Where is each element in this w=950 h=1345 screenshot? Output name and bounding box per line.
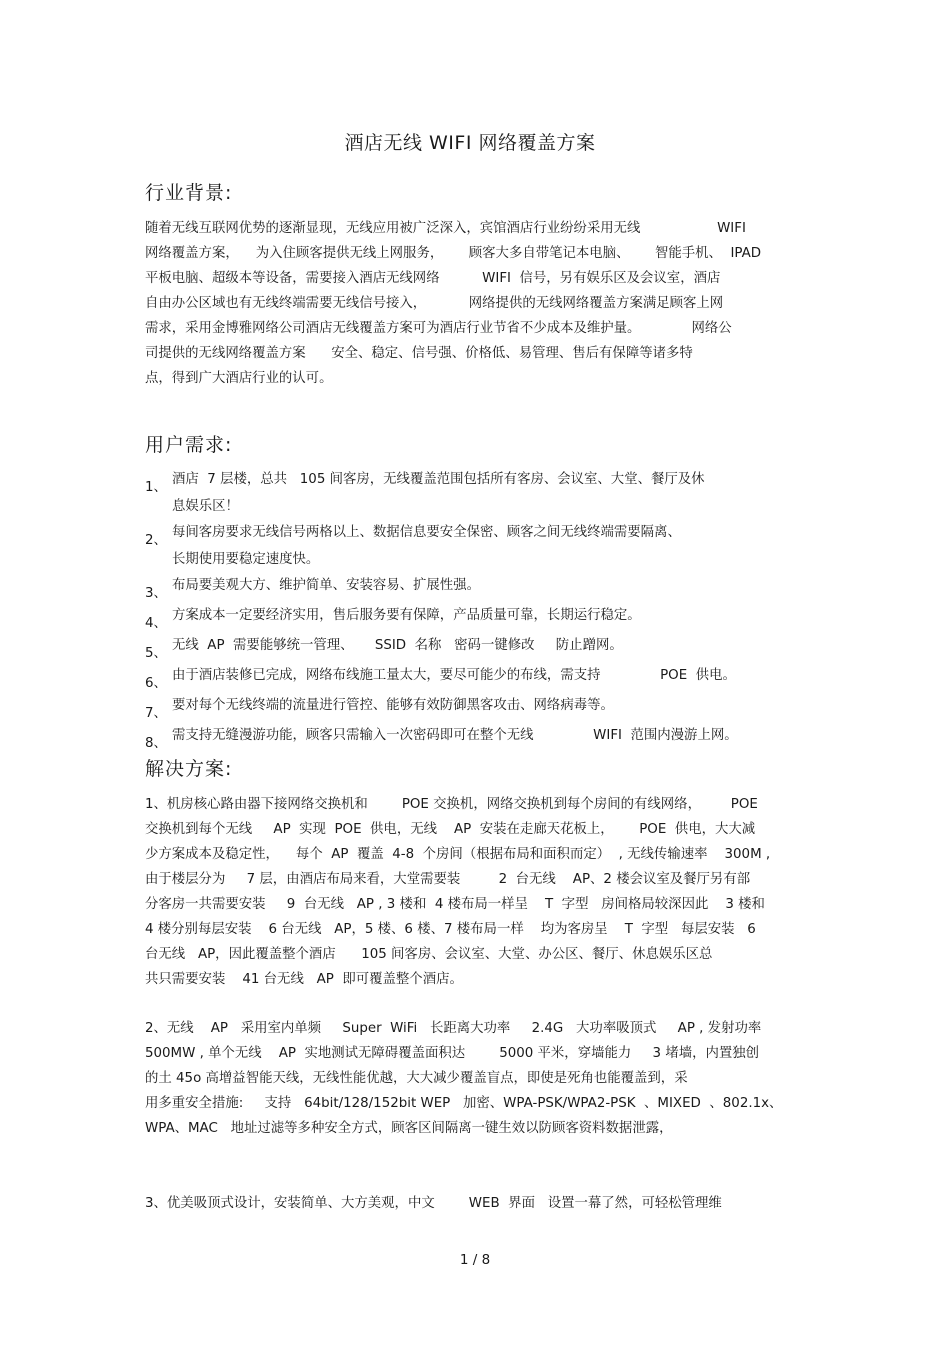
paragraph-line: 平板电脑、超级本等设备，需要接入酒店无线网络 WIFI 信号，另有娱乐区及会议室，酒店 <box>145 271 721 286</box>
list-item-number: 2、 <box>145 533 167 548</box>
list-item <box>145 604 810 631</box>
paragraph-line: 由于楼层分为 7 层，由酒店布局来看，大堂需要装 2 台无线 AP、2 楼会议室及餐厅另有部 <box>145 872 751 887</box>
requirements-list <box>145 468 810 754</box>
list-item <box>145 468 810 518</box>
list-item <box>145 634 810 661</box>
paragraph-line: 用多重安全措施: 支持 64bit/128/152bit WEP 加密、WPA-PSK/WPA2-PSK 、MIXED 、802.1x、 <box>145 1096 783 1111</box>
paragraph-line: 2、无线 AP 采用室内单频 Super WiFi 长距离大功率 2.4G 大功率吸顶式 AP , 发射功率 <box>145 1021 762 1036</box>
paragraph-line: 分客房一共需要安装 9 台无线 AP , 3 楼和 4 楼布局一样呈 T 字型 房间格局较深因此 3 楼和 <box>145 897 765 912</box>
list-item <box>145 574 810 601</box>
list-item-text: 由于酒店装修已完成，网络布线施工量太大，要尽可能少的布线，需支持 POE 供电。 <box>172 668 736 683</box>
list-item <box>145 521 810 571</box>
solution-paragraph-3 <box>145 1191 810 1216</box>
list-item <box>145 694 810 721</box>
paragraph-line: 台无线 AP，因此覆盖整个酒店 105 间客房、会议室、大堂、办公区、餐厅、休息娱乐区总 <box>145 947 713 962</box>
list-item-text: 酒店 7 层楼，总共 105 间客房，无线覆盖范围包括所有客房、会议室、大堂、餐厅及休 <box>172 472 705 487</box>
paragraph-line: 网络覆盖方案， 为入住顾客提供无线上网服务， 顾客大多自带笔记本电脑、 智能手机、 IPAD <box>145 246 762 261</box>
page-indicator: 1 / 8 <box>459 1252 491 1268</box>
paragraph-line: 少方案成本及稳定性， 每个 AP 覆盖 4-8 个房间（根据布局和面积而定） , 无线传输速率 300M , <box>145 847 771 862</box>
list-item-number: 8、 <box>145 736 167 751</box>
list-item-number: 6、 <box>145 676 167 691</box>
paragraph-line: 1、机房核心路由器下接网络交换机和 POE 交换机，网络交换机到每个房间的有线网络， POE <box>145 797 758 812</box>
paragraph-line: 3、优美吸顶式设计，安装简单、大方美观，中文 WEB 界面 设置一幕了然，可轻松管理维 <box>145 1196 722 1211</box>
list-item-number: 1、 <box>145 480 167 495</box>
list-item <box>145 724 810 751</box>
paragraph-line: 4 楼分别每层安装 6 台无线 AP，5 楼、6 楼、7 楼布局一样 均为客房呈 T 字型 每层安装 6 <box>145 922 756 937</box>
paragraph-line: 500MW , 单个无线 AP 实地测试无障碍覆盖面积达 5000 平米，穿墙能力 3 堵墙，内置独创 <box>145 1046 760 1061</box>
paragraph-line: WPA、MAC 地址过滤等多种安全方式，顾客区间隔离一键生效以防顾客资料数据泄露， <box>145 1121 673 1136</box>
paragraph-line: 点，得到广大酒店行业的认可。 <box>145 371 333 386</box>
paragraph-line: 的土 45o 高增益智能天线，无线性能优越，大大减少覆盖盲点，即使是死角也能覆盖到，采 <box>145 1071 688 1086</box>
solution-paragraph-1 <box>145 792 810 992</box>
paragraph-line: 交换机到每个无线 AP 实现 POE 供电，无线 AP 安装在走廊天花板上， POE 供电，大大减 <box>145 822 756 837</box>
paragraph-line: 共只需要安装 41 台无线 AP 即可覆盖整个酒店。 <box>145 972 463 987</box>
list-item <box>145 664 810 691</box>
section-heading-requirements: 用户需求: <box>145 434 233 456</box>
list-item-number: 7、 <box>145 706 167 721</box>
list-item-text: 无线 AP 需要能够统一管理、 SSID 名称 密码一键修改 防止蹭网。 <box>172 638 623 653</box>
solution-paragraph-2 <box>145 1016 810 1141</box>
section-heading-background: 行业背景: <box>145 182 233 204</box>
section-heading-solution: 解决方案: <box>145 758 233 780</box>
list-item-text: 要对每个无线终端的流量进行管控、能够有效防御黑客攻击、网络病毒等。 <box>172 698 614 713</box>
paragraph-line: 随着无线互联网优势的逐渐显现，无线应用被广泛深入，宾馆酒店行业纷纷采用无线 WIFI <box>145 221 746 236</box>
list-item-text: 需支持无缝漫游功能，顾客只需输入一次密码即可在整个无线 WIFI 范围内漫游上网。 <box>172 728 738 743</box>
paragraph-line: 自由办公区域也有无线终端需要无线信号接入， 网络提供的无线网络覆盖方案满足顾客上网 <box>145 296 724 311</box>
paragraph-line: 司提供的无线网络覆盖方案 安全、稳定、信号强、价格低、易管理、售后有保障等诸多特 <box>145 346 693 361</box>
list-item-text: 长期使用要稳定速度快。 <box>172 552 320 567</box>
list-item-text: 方案成本一定要经济实用，售后服务要有保障，产品质量可靠，长期运行稳定。 <box>172 608 641 623</box>
list-item-text: 布局要美观大方、维护简单、安装容易、扩展性强。 <box>172 578 480 593</box>
paragraph-line: 需求，采用金博雅网络公司酒店无线覆盖方案可为酒店行业节省不少成本及维护量。 网络公 <box>145 321 732 336</box>
list-item-text: 每间客房要求无线信号两格以上、数据信息要安全保密、顾客之间无线终端需要隔离、 <box>172 525 681 540</box>
document-title: 酒店无线 WIFI 网络覆盖方案 <box>344 132 596 154</box>
list-item-number: 4、 <box>145 616 167 631</box>
list-item-text: 息娱乐区！ <box>172 499 239 514</box>
list-item-number: 3、 <box>145 586 167 601</box>
list-item-number: 5、 <box>145 646 167 661</box>
background-paragraph <box>145 216 810 391</box>
